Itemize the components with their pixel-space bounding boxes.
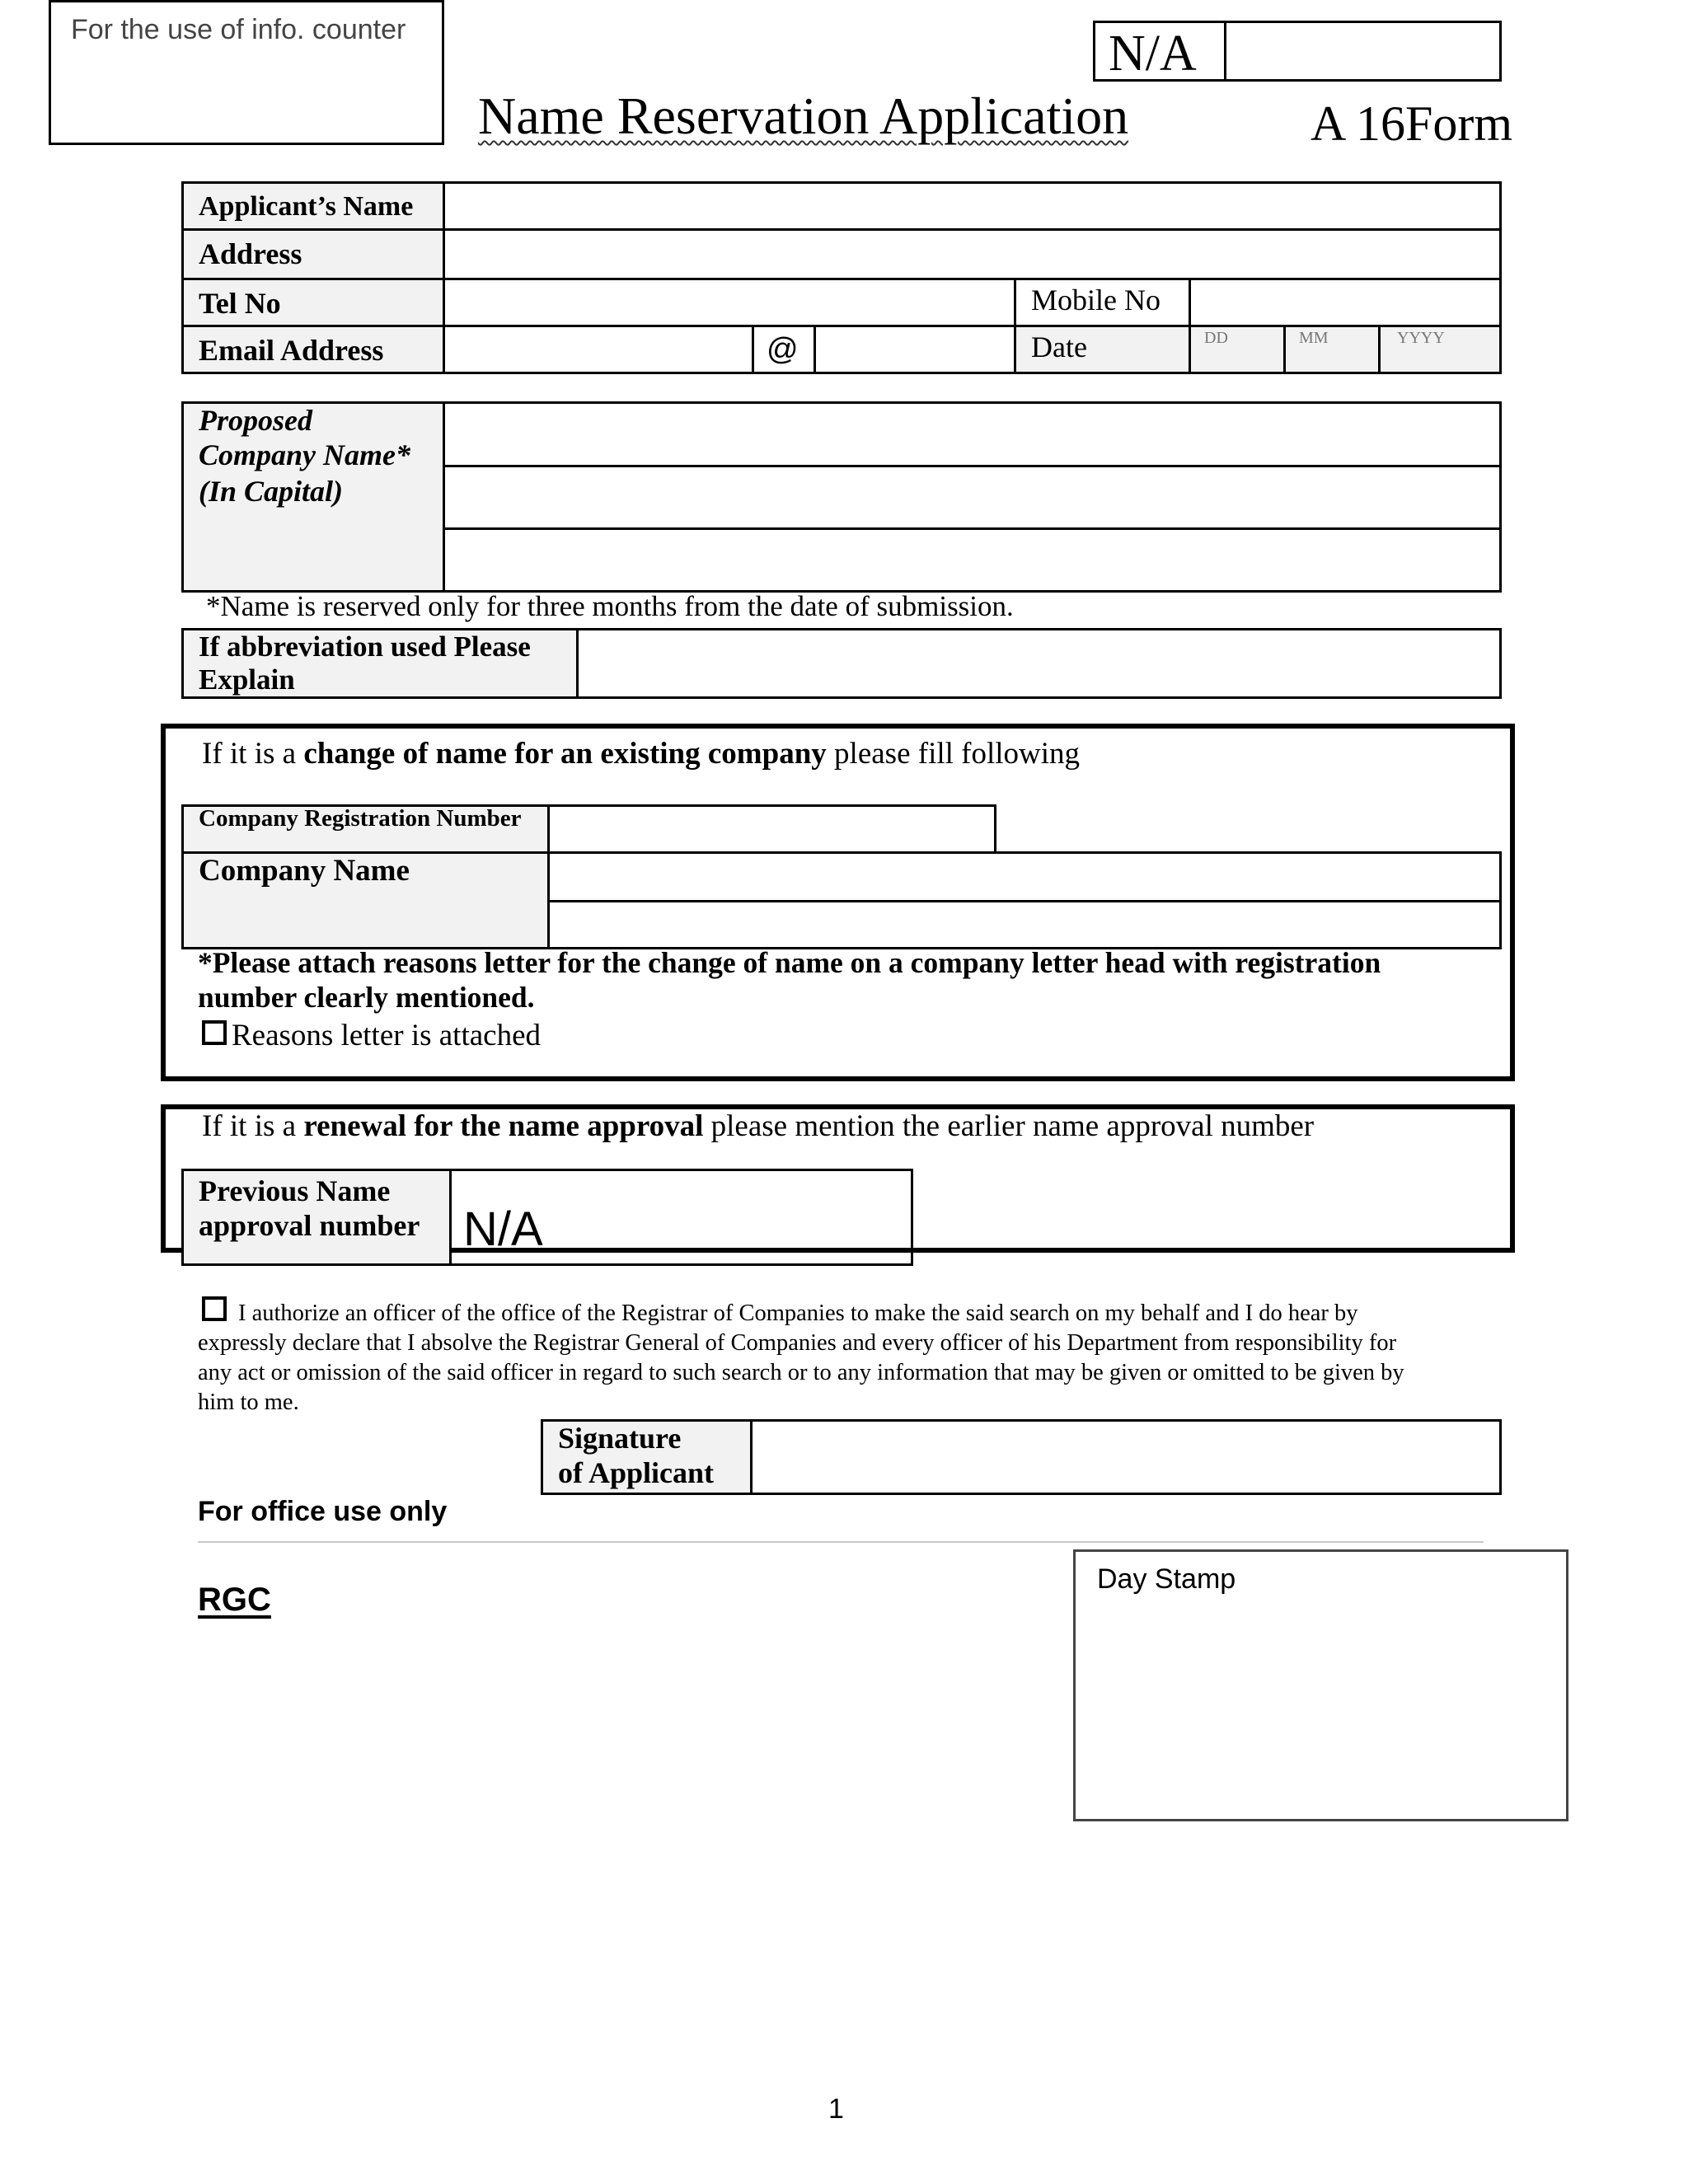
authorization-line2: expressly declare that I absolve the Registrar General of Companies and every officer of his Department from responsibility for bbox=[198, 1330, 1397, 1356]
proposed-name-field-3[interactable] bbox=[443, 527, 1502, 593]
change-intro-pre: If it is a bbox=[202, 737, 304, 771]
company-name-field-1[interactable] bbox=[547, 851, 1502, 902]
address-field[interactable] bbox=[443, 228, 1502, 280]
email-domain-field[interactable] bbox=[814, 325, 1016, 374]
applicant-name-label-cell bbox=[181, 181, 445, 231]
reg-number-label: Company Registration Number bbox=[199, 805, 522, 832]
change-intro-post: please fill following bbox=[826, 737, 1081, 771]
authorization-line3: any act or omission of the said officer in regard to such search or to any information that may be given or omitted to be given by bbox=[198, 1360, 1404, 1385]
signature-label-cell bbox=[541, 1419, 753, 1495]
reg-number-field[interactable] bbox=[547, 804, 996, 854]
proposed-label-line3: (In Capital) bbox=[199, 475, 344, 508]
authorization-line4: him to me. bbox=[198, 1390, 299, 1415]
date-dd-field[interactable] bbox=[1189, 325, 1286, 374]
address-label: Address bbox=[199, 237, 302, 270]
change-intro bbox=[202, 737, 1080, 772]
proposed-name-field-1[interactable] bbox=[443, 401, 1502, 467]
prev-approval-label-line2: approval number bbox=[199, 1209, 420, 1242]
company-name-label: Company Name bbox=[199, 854, 410, 888]
email-at-sign: @ bbox=[767, 332, 799, 367]
reference-value-cell bbox=[1093, 21, 1226, 82]
date-mm-hint: MM bbox=[1299, 329, 1329, 347]
date-dd-hint: DD bbox=[1204, 329, 1228, 347]
date-label-cell bbox=[1014, 325, 1191, 374]
tel-label-cell bbox=[181, 278, 445, 327]
tel-label: Tel No bbox=[199, 287, 281, 320]
info-counter-label: For the use of info. counter bbox=[71, 14, 406, 45]
address-label-cell bbox=[181, 228, 445, 280]
abbreviation-field[interactable] bbox=[576, 628, 1502, 699]
page-number: 1 bbox=[828, 2093, 844, 2125]
abbreviation-label-line1: If abbreviation used Please bbox=[199, 630, 531, 663]
attach-note-line2: number clearly mentioned. bbox=[198, 981, 535, 1014]
email-at-cell bbox=[752, 325, 816, 374]
date-yyyy-field[interactable] bbox=[1378, 325, 1502, 374]
proposed-name-label-cell bbox=[181, 401, 445, 593]
applicant-name-label: Applicant’s Name bbox=[199, 191, 414, 222]
abbreviation-label-line2: Explain bbox=[199, 663, 295, 696]
renewal-intro bbox=[202, 1109, 1314, 1145]
day-stamp-box bbox=[1073, 1549, 1568, 1821]
change-intro-bold: change of name for an existing company bbox=[303, 737, 827, 771]
authorization-line1: I authorize an officer of the office of the Registrar of Companies to make the said search on my behalf and I do hear by bbox=[238, 1301, 1358, 1326]
renewal-intro-bold: renewal for the name approval bbox=[303, 1109, 704, 1143]
proposed-label-line2: Company Name* bbox=[199, 438, 410, 471]
tel-field[interactable] bbox=[443, 278, 1016, 327]
email-user-field[interactable] bbox=[443, 325, 754, 374]
form-code: A 16Form bbox=[1311, 96, 1513, 151]
reference-value: N/A bbox=[1109, 26, 1197, 82]
renewal-intro-pre: If it is a bbox=[202, 1109, 304, 1143]
prev-approval-label-line1: Previous Name bbox=[199, 1174, 391, 1207]
prev-approval-label-cell bbox=[181, 1169, 452, 1266]
proposed-name-field-2[interactable] bbox=[443, 465, 1502, 530]
day-stamp-label: Day Stamp bbox=[1097, 1563, 1236, 1595]
date-label: Date bbox=[1031, 330, 1087, 363]
prev-approval-field[interactable] bbox=[449, 1169, 913, 1266]
date-yyyy-hint: YYYY bbox=[1397, 329, 1445, 347]
authorization-checkbox[interactable] bbox=[202, 1296, 227, 1321]
rgc-label: RGC bbox=[198, 1582, 271, 1618]
abbreviation-label-cell bbox=[181, 628, 579, 699]
signature-label-line2: of Applicant bbox=[558, 1456, 715, 1489]
mobile-field[interactable] bbox=[1189, 278, 1502, 327]
reg-number-label-cell bbox=[181, 804, 550, 854]
reservation-note: *Name is reserved only for three months from the date of submission. bbox=[206, 590, 1014, 622]
office-divider bbox=[198, 1541, 1484, 1543]
date-mm-field[interactable] bbox=[1283, 325, 1381, 374]
mobile-label: Mobile No bbox=[1031, 284, 1160, 316]
reasons-attached-label: Reasons letter is attached bbox=[232, 1019, 542, 1052]
email-label-cell bbox=[181, 325, 445, 374]
signature-label-line1: Signature bbox=[558, 1422, 682, 1455]
prev-approval-value: N/A bbox=[463, 1202, 543, 1256]
applicant-name-field[interactable] bbox=[443, 181, 1502, 231]
proposed-label-line1: Proposed bbox=[199, 404, 312, 437]
company-name-field-2[interactable] bbox=[547, 900, 1502, 949]
reference-box bbox=[1093, 21, 1502, 82]
attach-note-line1: *Please attach reasons letter for the change of name on a company letter head with registration bbox=[198, 946, 1381, 979]
info-counter-box bbox=[49, 0, 444, 145]
email-label: Email Address bbox=[199, 334, 384, 367]
renewal-intro-post: please mention the earlier name approval number bbox=[703, 1109, 1315, 1143]
office-use-heading: For office use only bbox=[198, 1496, 448, 1527]
page-title: Name Reservation Application bbox=[478, 87, 1129, 145]
signature-field[interactable] bbox=[750, 1419, 1502, 1495]
company-name-label-cell bbox=[181, 851, 550, 949]
mobile-label-cell bbox=[1014, 278, 1191, 327]
reasons-attached-checkbox[interactable] bbox=[202, 1020, 227, 1045]
